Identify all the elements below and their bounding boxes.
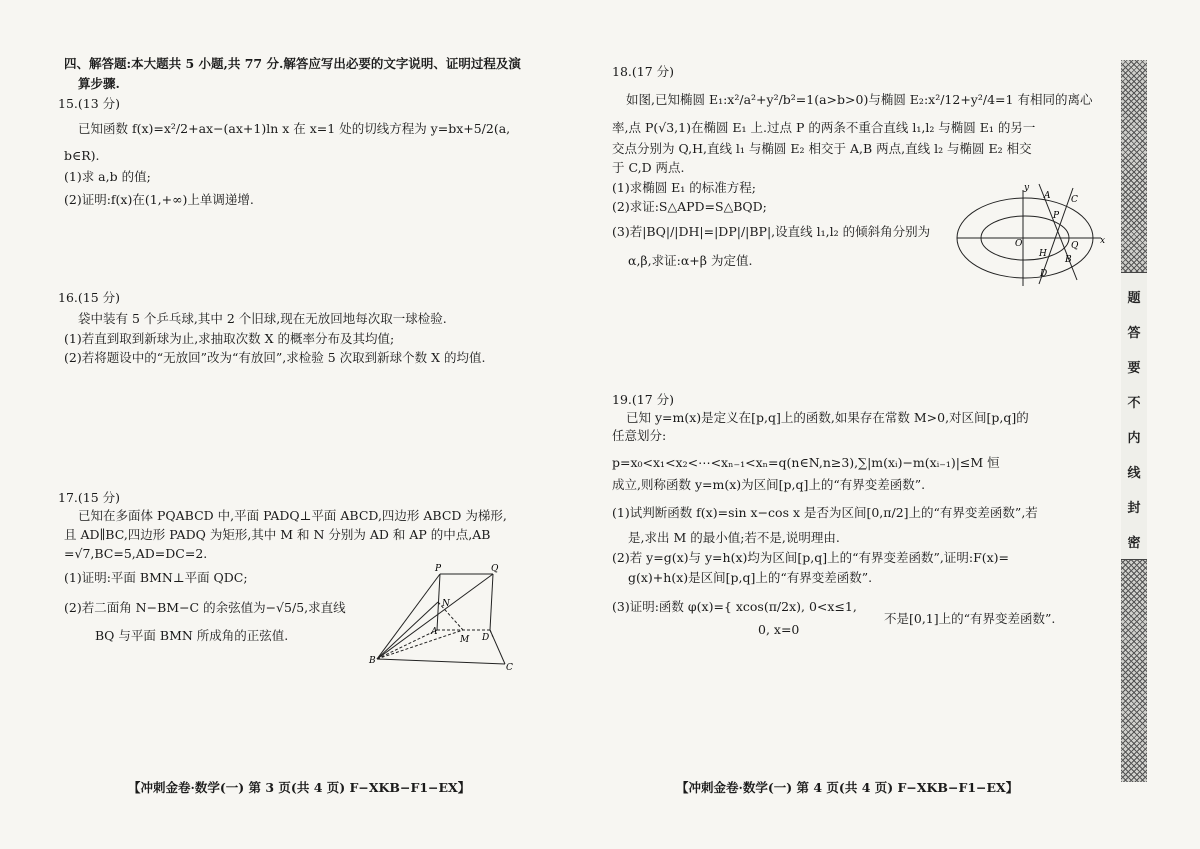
q18-text: 如图,已知椭圆 E₁:x²/a²+y²/b²=1(a>b>0)与椭圆 E₂:x²/12+y²/4=1 有相同的离心 — [626, 92, 1093, 107]
q15-part1: (1)求 a,b 的值; — [64, 169, 151, 184]
q17-text: 已知在多面体 PQABCD 中,平面 PADQ⊥平面 ABCD,四边形 ABCD 为梯形, — [78, 508, 507, 523]
fig-label-C: C — [506, 663, 513, 673]
seal-char: 线 — [1127, 466, 1141, 481]
q16-part2: (2)若将题设中的“无放回”改为“有放回”,求检验 5 次取到新球个数 X 的均值. — [64, 350, 486, 365]
q19-partition: p=x₀<x₁<x₂<⋯<xₙ₋₁<xₙ=q(n∈N,n≥3),∑|m(xᵢ)−m(xᵢ₋₁)|≤M 恒 — [612, 455, 1000, 470]
q16-part1: (1)若直到取到新球为止,求抽取次数 X 的概率分布及其均值; — [64, 331, 395, 346]
left-page-footer: 【冲刺金卷·数学(一) 第 3 页(共 4 页) F−XKB−F1−EX】 — [128, 780, 471, 795]
fig-label-A: A — [431, 627, 438, 637]
q18-number: 18.(17 分) — [612, 64, 675, 79]
seal-char: 密 — [1127, 536, 1141, 551]
ellipse-figure — [955, 176, 1110, 288]
fig-label-P: P — [435, 564, 442, 574]
polyhedron-figure — [365, 562, 525, 674]
fig-label-C: C — [1071, 195, 1078, 205]
q16-text: 袋中装有 5 个乒乓球,其中 2 个旧球,现在无放回地每次取一球检验. — [78, 311, 447, 326]
q19-part3: (3)证明:函数 φ(x)={ xcos(π/2x), 0<x≤1, — [612, 599, 857, 614]
seal-char: 答 — [1127, 326, 1141, 341]
fig-label-O: O — [1015, 239, 1023, 249]
q19-number: 19.(17 分) — [612, 392, 675, 407]
q19-part2: (2)若 y=g(x)与 y=h(x)均为区间[p,q]上的“有界变差函数”,证明:F(x)= — [612, 550, 1010, 565]
seal-char: 不 — [1127, 396, 1141, 411]
q19-part3-case2: 0, x=0 — [758, 622, 800, 637]
q17-text-cont2: =√7,BC=5,AD=DC=2. — [64, 546, 208, 561]
fig-label-H: H — [1039, 249, 1047, 259]
section-heading-cont: 算步骤. — [78, 76, 120, 91]
q18-part3: (3)若|BQ|/|DH|=|DP|/|BP|,设直线 l₁,l₂ 的倾斜角分别为 — [612, 224, 931, 239]
q16-number: 16.(15 分) — [58, 290, 121, 305]
section-heading: 四、解答题:本大题共 5 小题,共 77 分.解答应写出必要的文字说明、证明过程及演 — [64, 56, 521, 71]
q15-text-cont: b∈R). — [64, 148, 100, 163]
right-page-footer: 【冲刺金卷·数学(一) 第 4 页(共 4 页) F−XKB−F1−EX】 — [676, 780, 1019, 795]
fig-label-x: x — [1100, 236, 1106, 246]
fig-label-N: N — [442, 599, 450, 609]
q18-text-cont: 率,点 P(√3,1)在椭圆 E₁ 上.过点 P 的两条不重合直线 l₁,l₂ 与椭圆 E₁ 的另一 — [612, 120, 1036, 135]
seal-strip-text-area — [1121, 272, 1147, 560]
fig-label-M: M — [460, 635, 470, 645]
fig-label-P: P — [1053, 211, 1060, 221]
q19-part3-cont: 不是[0,1]上的“有界变差函数”. — [884, 611, 1056, 626]
q19-text: 已知 y=m(x)是定义在[p,q]上的函数,如果存在常数 M>0,对区间[p,q]的 — [626, 410, 1029, 425]
fig-label-B: B — [1065, 255, 1072, 265]
q19-part1: (1)试判断函数 f(x)=sin x−cos x 是否为区间[0,π/2]上的“有界变差函数”,若 — [612, 505, 1038, 520]
q19-part1-cont: 是,求出 M 的最小值;若不是,说明理由. — [628, 530, 840, 545]
seal-char: 要 — [1127, 361, 1141, 376]
seal-char: 题 — [1127, 291, 1141, 306]
q18-text-cont2: 交点分别为 Q,H,直线 l₁ 与椭圆 E₂ 相交于 A,B 两点,直线 l₂ 与椭圆 E₂ 相交 — [612, 141, 1032, 156]
q19-definition: 成立,则称函数 y=m(x)为区间[p,q]上的“有界变差函数”. — [612, 477, 926, 492]
q19-text-cont: 任意划分: — [612, 428, 667, 443]
q19-part2-cont: g(x)+h(x)是区间[p,q]上的“有界变差函数”. — [628, 570, 873, 585]
q18-part3-cont: α,β,求证:α+β 为定值. — [628, 253, 753, 268]
seal-char: 内 — [1127, 431, 1141, 446]
q15-text: 已知函数 f(x)=x²/2+ax−(ax+1)ln x 在 x=1 处的切线方程为 y=bx+5/2(a, — [78, 121, 511, 136]
q15-number: 15.(13 分) — [58, 96, 121, 111]
q18-part2: (2)求证:S△APD=S△BQD; — [612, 199, 767, 214]
fig-label-Q: Q — [1071, 241, 1079, 251]
fig-label-y: y — [1024, 183, 1030, 193]
q17-number: 17.(15 分) — [58, 490, 121, 505]
q17-part1: (1)证明:平面 BMN⊥平面 QDC; — [64, 570, 248, 585]
seal-char: 封 — [1127, 501, 1141, 516]
q15-part2: (2)证明:f(x)在(1,+∞)上单调递增. — [64, 192, 254, 207]
fig-label-Q: Q — [491, 564, 499, 574]
fig-label-D: D — [1040, 269, 1048, 279]
q18-text-cont3: 于 C,D 两点. — [612, 160, 685, 175]
q17-part2-cont: BQ 与平面 BMN 所成角的正弦值. — [95, 628, 289, 643]
fig-label-A: A — [1044, 191, 1051, 201]
fig-label-D: D — [482, 633, 490, 643]
q17-part2: (2)若二面角 N−BM−C 的余弦值为−√5/5,求直线 — [64, 600, 346, 615]
fig-label-B: B — [369, 656, 376, 666]
q18-part1: (1)求椭圆 E₁ 的标准方程; — [612, 180, 757, 195]
q17-text-cont: 且 AD∥BC,四边形 PADQ 为矩形,其中 M 和 N 分别为 AD 和 AP 的中点,AB — [64, 527, 491, 542]
